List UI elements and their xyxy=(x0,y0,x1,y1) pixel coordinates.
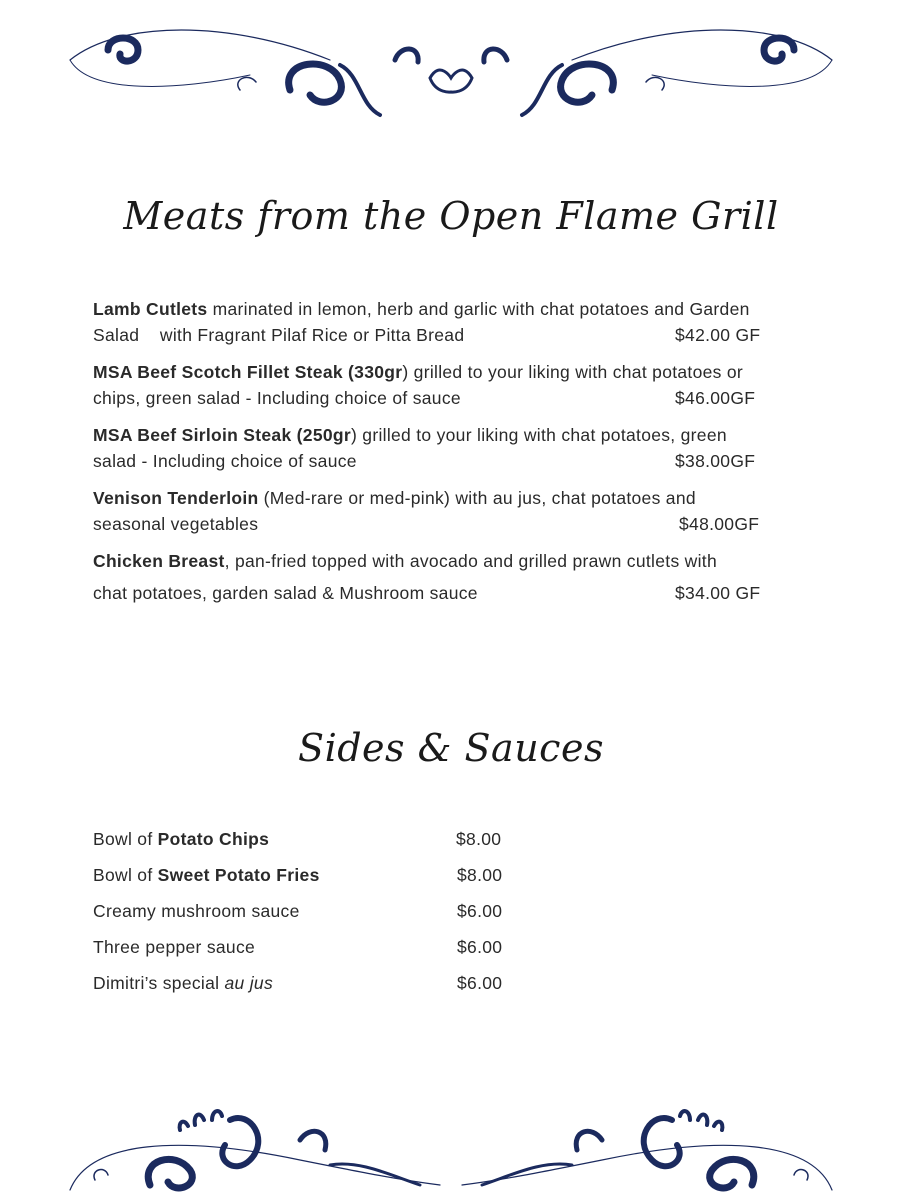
item-name: Venison Tenderloin xyxy=(93,488,259,508)
item-line2 xyxy=(93,322,793,348)
item-line1 xyxy=(93,485,793,511)
item-line2 xyxy=(93,511,793,537)
item-line1 xyxy=(93,422,793,448)
side-item-potato-chips xyxy=(93,826,543,862)
section-title-meats: Meats from the Open Flame Grill xyxy=(123,194,779,238)
item-line1 xyxy=(93,359,793,385)
item-name: Chicken Breast xyxy=(93,551,225,571)
item-description-cont: chips, green salad - Including choice of sauce xyxy=(93,388,461,408)
item-description: ) grilled to your liking with chat potatoes or xyxy=(402,362,744,382)
side-price: $6.00 xyxy=(457,937,503,957)
menu-item-lamb-cutlets xyxy=(93,296,793,348)
item-line1 xyxy=(93,548,793,574)
item-price: $42.00 GF xyxy=(675,325,761,345)
item-description-cont: chat potatoes, garden salad & Mushroom sauce xyxy=(93,583,478,603)
top-flourish-ornament xyxy=(0,20,902,130)
item-description-cont: Salad with Fragrant Pilaf Rice or Pitta Bread xyxy=(93,325,465,345)
side-name: Creamy mushroom sauce xyxy=(93,901,300,921)
item-price: $38.00GF xyxy=(675,451,756,471)
item-description: , pan-fried topped with avocado and grilled prawn cutlets with xyxy=(224,551,717,571)
side-item-au-jus xyxy=(93,970,543,1006)
side-name: Potato Chips xyxy=(157,829,270,849)
side-item-mushroom-sauce xyxy=(93,898,543,934)
menu-item-sirloin-steak xyxy=(93,422,793,474)
side-price: $6.00 xyxy=(457,901,503,921)
item-line2 xyxy=(93,385,793,411)
menu-item-scotch-fillet xyxy=(93,359,793,411)
menu-item-venison xyxy=(93,485,793,537)
item-price: $46.00GF xyxy=(675,388,756,408)
side-price: $8.00 xyxy=(456,829,502,849)
menu-item-chicken-breast xyxy=(93,548,793,606)
side-prefix: Bowl of xyxy=(93,829,158,849)
meats-menu-list xyxy=(93,296,793,617)
item-description-cont: salad - Including choice of sauce xyxy=(93,451,357,471)
item-name: MSA Beef Sirloin Steak (250gr xyxy=(93,425,351,445)
item-name: Lamb Cutlets xyxy=(93,299,208,319)
side-item-pepper-sauce xyxy=(93,934,543,970)
item-line2 xyxy=(93,580,793,606)
item-description-cont: seasonal vegetables xyxy=(93,514,259,534)
side-price: $6.00 xyxy=(457,973,503,993)
item-name: MSA Beef Scotch Fillet Steak (330gr xyxy=(93,362,403,382)
side-prefix: Bowl of xyxy=(93,865,158,885)
side-prefix: Dimitri’s special xyxy=(93,973,225,993)
item-description: marinated in lemon, herb and garlic with chat potatoes and Garden xyxy=(207,299,750,319)
side-price: $8.00 xyxy=(457,865,503,885)
bottom-flourish-ornament xyxy=(0,1100,902,1200)
sides-menu-list xyxy=(93,826,543,1006)
item-description: ) grilled to your liking with chat potatoes, green xyxy=(351,425,727,445)
item-price: $48.00GF xyxy=(679,514,760,534)
item-description: (Med-rare or med-pink) with au jus, chat potatoes and xyxy=(258,488,696,508)
item-line2 xyxy=(93,448,793,474)
item-price: $34.00 GF xyxy=(675,583,761,603)
side-name: Three pepper sauce xyxy=(93,937,256,957)
section-title-sides: Sides & Sauces xyxy=(298,726,604,770)
side-name: Sweet Potato Fries xyxy=(157,865,320,885)
side-name: au jus xyxy=(224,973,273,993)
item-line1 xyxy=(93,296,793,322)
side-item-sweet-potato-fries xyxy=(93,862,543,898)
